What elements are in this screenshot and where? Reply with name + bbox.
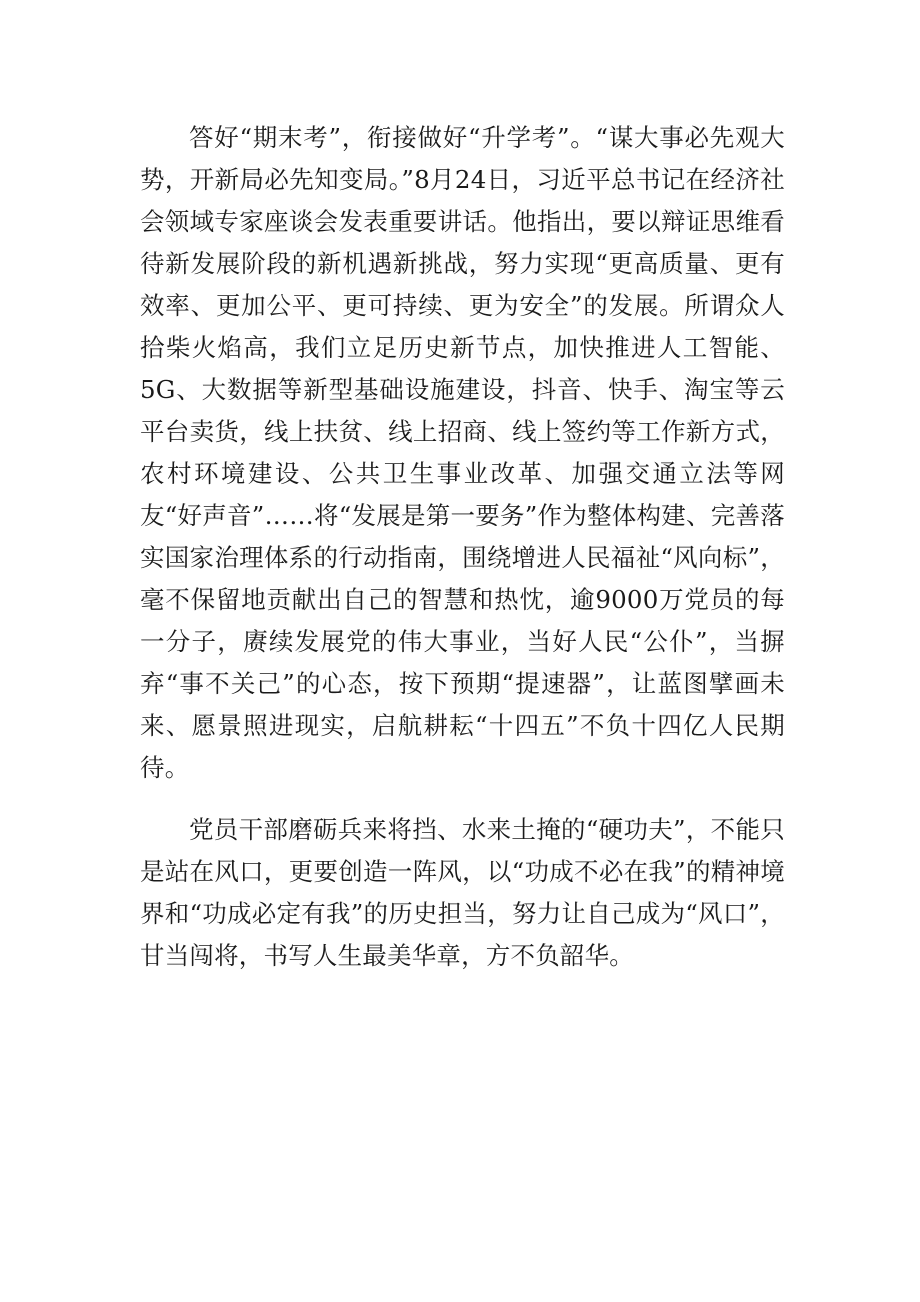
document-body <box>140 117 785 977</box>
paragraph-1: 答好“期末考”，衔接做好“升学考”。“谋大事必先观大势，开新局必先知变局。”8月24日，习近平总书记在经济社会领域专家座谈会发表重要讲话。他指出，要以辩证思维看待新发展阶段的新机遇新挑战，努力实现“更高质量、更有效率、更加公平、更可持续、更为安全”的发展。所谓众人拾柴火焰高，我们立足历史新节点，加快推进人工智能、5G、大数据等新型基础设施建设，抖音、快手、淘宝等云平台卖货，线上扶贫、线上招商、线上签约等工作新方式，农村环境建设、公共卫生事业改革、加强交通立法等网友“好声音”……将“发展是第一要务”作为整体构建、完善落实国家治理体系的行动指南，围绕增进人民福祉“风向标”，毫不保留地贡献出自己的智慧和热忱，逾9000万党员的每一分子，赓续发展党的伟大事业，当好人民“公仆”，当摒弃“事不关己”的心态，按下预期“提速器”，让蓝图擘画未来、愿景照进现实，启航耕耘“十四五”不负十四亿人民期待。 <box>140 123 785 782</box>
paragraph-2: 党员干部磨砺兵来将挡、水来土掩的“硬功夫”，不能只是站在风口，更要创造一阵风，以“功成不必在我”的精神境界和“功成必定有我”的历史担当，努力让自己成为“风口”，甘当闯将，书写人生最美华章，方不负韶华。 <box>140 815 785 970</box>
